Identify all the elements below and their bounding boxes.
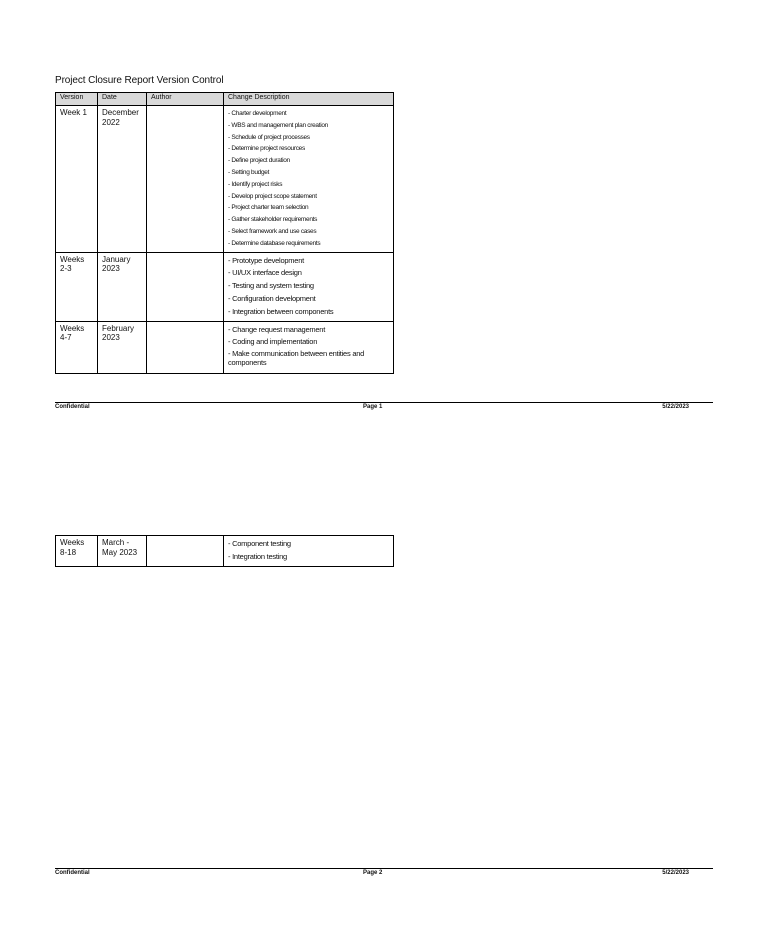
footer-page-number: Page 1 [363, 404, 383, 410]
change-item: - Configuration development [228, 293, 316, 303]
change-item: - WBS and management plan creation [228, 121, 328, 129]
change-item: - Select framework and use cases [228, 227, 317, 235]
change-item: - Prototype development [228, 255, 304, 265]
footer-confidential: Confidential [55, 404, 90, 410]
change-description-cell [224, 106, 394, 253]
footer-date: 5/22/2023 [662, 870, 689, 876]
change-item: - Project charter team selection [228, 204, 309, 212]
change-list [228, 538, 389, 564]
change-item: - Determine database requirements [228, 239, 321, 247]
author-cell [147, 321, 224, 373]
page-2 [0, 466, 768, 932]
version-cell: Weeks 8-18 [56, 536, 98, 567]
footer-page-number: Page 2 [363, 870, 383, 876]
document-title: Project Closure Report Version Control [55, 75, 224, 86]
table-row [56, 252, 394, 321]
header-date: Date [98, 93, 147, 106]
author-cell [147, 252, 224, 321]
table-row [56, 106, 394, 253]
page-footer [55, 402, 713, 415]
version-control-table [55, 92, 394, 374]
date-cell: January 2023 [98, 252, 147, 321]
change-item: - Change request management [228, 324, 326, 334]
header-author: Author [147, 93, 224, 106]
change-item: - Integration between components [228, 306, 334, 316]
date-cell: December 2022 [98, 106, 147, 253]
change-item: - Integration testing [228, 551, 287, 561]
version-cell: Weeks 2-3 [56, 252, 98, 321]
header-version: Version [56, 93, 98, 106]
version-control-table-continued [55, 535, 394, 567]
change-list [228, 108, 389, 250]
date-cell: February 2023 [98, 321, 147, 373]
change-item: - Determine project resources [228, 145, 305, 153]
change-item: - Testing and system testing [228, 281, 314, 291]
author-cell [147, 536, 224, 567]
change-description-cell [224, 536, 394, 567]
footer-confidential: Confidential [55, 870, 90, 876]
change-item: - Develop project scope statement [228, 192, 317, 200]
table-row [56, 536, 394, 567]
change-item: - Setting budget [228, 168, 270, 176]
footer-date: 5/22/2023 [662, 404, 689, 410]
change-description-cell [224, 252, 394, 321]
change-description-cell [224, 321, 394, 373]
change-item: - Coding and implementation [228, 337, 318, 347]
change-item: - UI/UX interface design [228, 268, 302, 278]
version-cell: Week 1 [56, 106, 98, 253]
table-row [56, 321, 394, 373]
change-item: - Component testing [228, 539, 291, 548]
change-item: - Charter development [228, 110, 287, 117]
table-header-row [56, 93, 394, 106]
change-list [228, 324, 389, 368]
change-list [228, 255, 389, 319]
change-item: - Gather stakeholder requirements [228, 216, 318, 224]
change-item: - Identify project risks [228, 180, 283, 188]
change-item: - Make communication between entities and components [228, 349, 365, 368]
change-item: - Schedule of project processes [228, 133, 310, 141]
date-cell: March - May 2023 [98, 536, 147, 567]
header-change-description: Change Description [224, 93, 394, 106]
change-item: - Define project duration [228, 157, 290, 165]
page-footer [55, 868, 713, 881]
author-cell [147, 106, 224, 253]
version-cell: Weeks 4-7 [56, 321, 98, 373]
